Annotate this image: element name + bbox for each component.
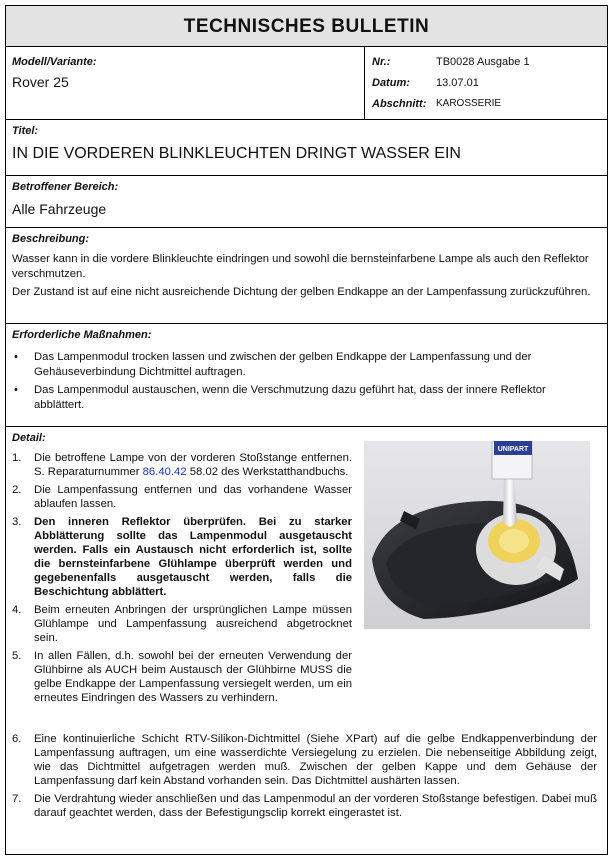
- section-value: KAROSSERIE: [436, 98, 502, 109]
- lamp-sealant-photo: [364, 441, 590, 629]
- step-text: In allen Fällen, d.h. sowohl bei der erneuten Verwendung der Glühbirne als AUCH beim Austausch der Glühbirne MUSS die gelbe Endkappe der Lampenfassung versiegelt werden, um ein erneutes Eindringen des Wassers zu verhindern.: [34, 650, 352, 704]
- model-row: [6, 46, 607, 120]
- detail-step: [12, 483, 352, 511]
- step-text: 58.02 des Werkstatthandbuchs.: [186, 466, 349, 478]
- model-label: Modell/Variante:: [12, 56, 97, 68]
- list-item: • Das Lampenmodul trocken lassen und zwischen der gelben Endkappe der Lampenfassung und der Gehäuseverbindung Dichtmittel auftragen.: [12, 350, 599, 380]
- step-text: Beim erneuten Anbringen der ursprünglichen Lampe müssen Glühlampe und Lampenfassung ausreichend abgetrocknet sein.: [34, 604, 352, 644]
- date-label: Datum:: [372, 77, 410, 89]
- step-number: 5.: [12, 650, 22, 662]
- step-number: 3.: [12, 516, 22, 528]
- date-value: 13.07.01: [436, 77, 479, 89]
- step-text: Den inneren Reflektor überprüfen. Bei zu starker Abblätterung sollte das Lampenmodul ausgetauscht werden. Falls ein Austausch nicht erforderlich ist, sollte die bernsteinfarbene Glühlampe überprüft werden und gegebenenfalls ausgetauscht werden, falls die Beschichtung abblättert.: [34, 516, 352, 598]
- detail-steps-wide: [12, 732, 597, 824]
- detail-step: [12, 649, 352, 705]
- detail-label: Detail:: [12, 432, 46, 444]
- title-label: Titel:: [12, 125, 39, 137]
- step-text: Die Verdrahtung wieder anschließen und das Lampenmodul an der vorderen Stoßstange befestigen. Dabei muß darauf geachtet werden, dass der Befestigungsclip korrekt eingerastet ist.: [34, 793, 597, 819]
- step-text: Eine kontinuierliche Schicht RTV-Silikon-Dichtmittel (Siehe XPart) auf die gelbe Endkappenverbindung der Lampenfassung auftragen, um eine wasserdichte Versiegelung zu erzielen. Die nebenseitige Abbildung zeigt, wie das Dichtmittel aufgetragen werden muß. Zwischen der gelben Kappe und dem Gehäuse der Lampenfassung darf kein Abstand vorhanden sein. Das Dichtmittel aushärten lassen.: [34, 733, 597, 787]
- step-number: 7.: [12, 793, 22, 805]
- bulletin-sheet: [5, 5, 608, 855]
- description-paragraph: Wasser kann in die vordere Blinkleuchte eindringen und sowohl die bernsteinfarbene Lampe als auch den Reflektor verschmutzen.: [12, 253, 589, 280]
- step-number: 6.: [12, 733, 22, 745]
- section-label: Abschnitt:: [372, 98, 427, 110]
- column-divider: [364, 47, 365, 120]
- measures-list: [12, 350, 599, 416]
- step-text: Die betroffene Lampe von der vorderen Stoßstange entfernen. S. Reparaturnummer: [34, 452, 352, 478]
- detail-row: [6, 426, 607, 854]
- repair-number-link[interactable]: 86.40.42: [142, 466, 187, 478]
- measures-label: Erforderliche Maßnahmen:: [12, 329, 152, 341]
- detail-step: [12, 732, 597, 788]
- number-value: TB0028 Ausgabe 1: [436, 56, 530, 68]
- header-banner: [6, 6, 607, 46]
- tube-brand-text: UNIPART: [497, 446, 529, 453]
- end-cap-highlight: [499, 529, 529, 553]
- document-title: TECHNISCHES BULLETIN: [183, 16, 430, 37]
- affected-label: Betroffener Bereich:: [12, 181, 119, 193]
- description-row: [6, 227, 607, 324]
- description-text: [12, 252, 599, 303]
- detail-step: [12, 603, 352, 645]
- number-label: Nr.:: [372, 56, 391, 68]
- model-value: Rover 25: [12, 74, 69, 90]
- step-number: 1.: [12, 452, 22, 464]
- description-paragraph: Der Zustand ist auf eine nicht ausreichende Dichtung der gelben Endkappe an der Lampenfassung zurückzuführen.: [12, 286, 591, 298]
- detail-steps-narrow: [12, 451, 352, 709]
- list-item: • Das Lampenmodul austauschen, wenn die Verschmutzung dazu geführt hat, dass der innere Reflektor abblättert.: [12, 383, 599, 413]
- step-number: 4.: [12, 604, 22, 616]
- description-label: Beschreibung:: [12, 233, 90, 245]
- detail-step: [12, 792, 597, 820]
- step-text: Die Lampenfassung entfernen und das vorhandene Wasser ablaufen lassen.: [34, 484, 352, 510]
- bulletin-subject: IN DIE VORDEREN BLINKLEUCHTEN DRINGT WASSER EIN: [12, 145, 461, 162]
- affected-value: Alle Fahrzeuge: [12, 201, 107, 217]
- measures-row: [6, 323, 607, 427]
- affected-row: [6, 175, 607, 228]
- step-number: 2.: [12, 484, 22, 496]
- title-row: [6, 119, 607, 176]
- detail-step: [12, 515, 352, 599]
- detail-step: [12, 451, 352, 479]
